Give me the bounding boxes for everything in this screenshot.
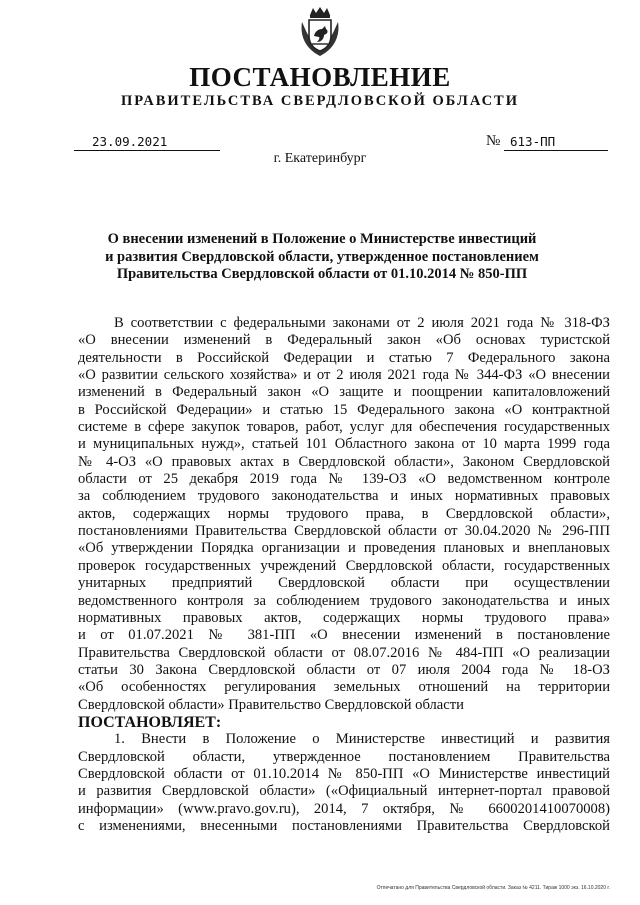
document-subtitle: ПРАВИТЕЛЬСТВА СВЕРДЛОВСКОЙ ОБЛАСТИ [120,93,520,109]
body-line: статьи 30 Закона Свердловской области от 07 июля 2004 года № 18-ОЗ [78,661,610,678]
number-label: № [486,133,501,149]
resolves-heading: ПОСТАНОВЛЯЕТ: [78,713,222,731]
heading-line: и развития Свердловской области, утвержденное постановлением [105,248,539,265]
body-line: ведомственного контроля за соблюдением трудового законодательства и иных [78,592,610,609]
body-line: Свердловской области от 01.10.2014 № 850-ПП «О Министерстве инвестиций [78,765,610,782]
body-line: «Об особенностях регулирования земельных отношений на территории [78,679,610,696]
document-date: 23.09.2021 [74,134,220,151]
heading-line: О внесении изменений в Положение о Министерстве инвестиций [107,231,537,247]
body-line: «О развитии сельского хозяйства» и от 2 июля 2021 года № 344-ФЗ «О внесении [78,367,610,384]
document-heading [78,231,566,284]
document-title: ПОСТАНОВЛЕНИЕ [189,62,451,92]
body-line: 1. Внести в Положение о Министерстве инвестиций и развития [114,731,610,748]
print-note: Отпечатано для Правительства Свердловской области. Заказ № 4211. Тираж 1000 экз. 16.10.2020 г. [376,885,610,891]
body-line: Правительства Свердловской области от 08.07.2016 № 484-ПП «О реализации [78,644,610,661]
body-line: информации» (www.pravo.gov.ru), 2014, 7 октября, № 6600201410070008) [78,800,610,817]
body-line: и муниципальных нужд», статьей 101 Областного закона от 10 марта 1999 года [78,436,610,453]
body-line: за соблюдением трудового законодательства и иных нормативных правовых [78,488,610,505]
document-number: 613-ПП [504,134,608,151]
body-line: Свердловской области» Правительство Свердловской области [78,696,464,713]
body-line: В соответствии с федеральными законами от 2 июля 2021 года № 318-ФЗ [114,315,610,331]
body-line: унитарных предприятий Свердловской области при осуществлении [78,575,610,592]
body-line: «Об утверждении Порядка организации и проведения плановых и внеплановых [78,540,610,557]
body-line: постановлениями Правительства Свердловской области от 30.04.2020 № 296-ПП [78,523,610,540]
body-line: и развития Свердловской области» («Официальный интернет-портал правовой [78,783,610,800]
document-body [78,315,610,835]
body-line: проверок государственных учреждений Свердловской области, государственных [78,557,610,574]
body-line: в Российской Федерации» и статью 15 Федерального закона «О контрактной [78,401,610,418]
coat-of-arms-icon [298,6,342,58]
body-line: деятельности в Российской Федерации и статью 7 Федерального закона [78,349,610,366]
body-line: и от 01.07.2021 № 381-ПП «О внесении изменений в постановление [78,627,610,644]
body-line: с изменениями, внесенными постановлениями Правительства Свердловской [78,817,610,834]
body-line: нормативных правовых актов, содержащих нормы трудового права» [78,609,610,626]
body-line: «О внесении изменений в Федеральный закон «Об основах туристской [78,332,610,349]
body-line: № 4-ОЗ «О правовых актах в Свердловской области», Законом Свердловской [78,453,610,470]
document-city: г. Екатеринбург [273,151,367,166]
body-line: Свердловской области, утвержденное постановлением Правительства [78,748,610,765]
body-line: системе в сфере закупок товаров, работ, услуг для обеспечения государственных [78,419,610,436]
heading-line: Правительства Свердловской области от 01.10.2014 № 850-ПП [116,266,528,282]
body-line: актов, содержащих нормы трудового права, в Свердловской области», [78,505,610,522]
body-line: области от 25 декабря 2019 года № 139-ОЗ «О ведомственном контроле [78,471,610,488]
body-line: изменений в Федеральный закон «О защите и поощрении капиталовложений [78,384,610,401]
